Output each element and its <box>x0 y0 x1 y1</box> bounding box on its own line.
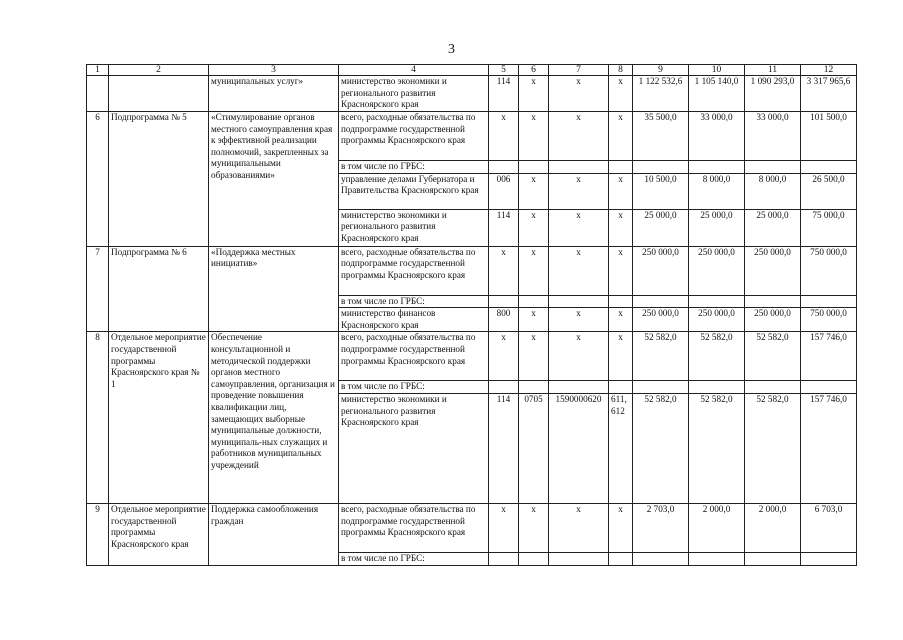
grbs-name: всего, расходные обязательства по подпрограмме государственной программы Красноярского края <box>339 332 489 381</box>
amount-year-2: 2 000,0 <box>689 503 745 552</box>
amount-total: 157 746,0 <box>801 332 857 381</box>
program-name: Подпрограмма № 5 <box>109 112 209 247</box>
amount-total: 75 000,0 <box>801 209 857 246</box>
target-code: x <box>549 308 609 332</box>
table-row <box>87 112 857 161</box>
amount-year-2: 52 582,0 <box>689 332 745 381</box>
program-title: муниципальных услуг» <box>209 76 339 112</box>
amount-year-2: 25 000,0 <box>689 209 745 246</box>
grbs-code: 800 <box>489 308 519 332</box>
amount-total: 6 703,0 <box>801 503 857 552</box>
amount-total: 750 000,0 <box>801 246 857 295</box>
table-row <box>87 503 857 552</box>
grbs-subheading: в том числе по ГРБС: <box>339 161 489 174</box>
expense-type: x <box>609 76 633 112</box>
amount-year-1: 1 122 532,6 <box>633 76 689 112</box>
amount-total: 101 500,0 <box>801 112 857 161</box>
program-name: Подпрограмма № 6 <box>109 246 209 332</box>
grbs-code: x <box>489 246 519 295</box>
column-number: 11 <box>745 65 801 76</box>
grbs-code: x <box>489 332 519 381</box>
expense-type: x <box>609 308 633 332</box>
grbs-name: управление делами Губернатора и Правительства Красноярского края <box>339 173 489 209</box>
section-code: x <box>519 503 549 552</box>
grbs-name: всего, расходные обязательства по подпрограмме государственной программы Красноярского края <box>339 112 489 161</box>
grbs-name: всего, расходные обязательства по подпрограмме государственной программы Красноярского края <box>339 246 489 295</box>
amount-year-1: 35 500,0 <box>633 112 689 161</box>
grbs-subheading: в том числе по ГРБС: <box>339 552 489 565</box>
grbs-name: министерство экономики и регионального развития Красноярского края <box>339 209 489 246</box>
grbs-name: министерство финансов Красноярского края <box>339 308 489 332</box>
page-number: 3 <box>448 42 455 57</box>
target-code: x <box>549 76 609 112</box>
amount-year-3: 52 582,0 <box>745 393 801 503</box>
row-number <box>87 76 109 112</box>
amount-year-3: 250 000,0 <box>745 308 801 332</box>
target-code: x <box>549 503 609 552</box>
program-title: Обеспечение консультационной и методической поддержки органов местного самоуправления, организация и проведение повышения квалификации лиц, замещающих выборные муниципальные должности, муниципаль-ных служащих и работников муниципальных учреждений <box>209 332 339 504</box>
expense-type: x <box>609 209 633 246</box>
column-number: 4 <box>339 65 489 76</box>
table-row <box>87 332 857 381</box>
amount-year-1: 52 582,0 <box>633 332 689 381</box>
program-title: Поддержка самообложения граждан <box>209 503 339 565</box>
amount-year-1: 25 000,0 <box>633 209 689 246</box>
amount-total: 3 317 965,6 <box>801 76 857 112</box>
target-code: x <box>549 209 609 246</box>
amount-year-1: 10 500,0 <box>633 173 689 209</box>
section-code: x <box>519 308 549 332</box>
amount-year-1: 52 582,0 <box>633 393 689 503</box>
column-number: 6 <box>519 65 549 76</box>
amount-year-2: 250 000,0 <box>689 308 745 332</box>
grbs-subheading: в том числе по ГРБС: <box>339 381 489 394</box>
expense-type: x <box>609 246 633 295</box>
grbs-code: x <box>489 112 519 161</box>
column-number: 8 <box>609 65 633 76</box>
column-number: 5 <box>489 65 519 76</box>
expense-type: 611, 612 <box>609 393 633 503</box>
grbs-code: 114 <box>489 209 519 246</box>
amount-year-3: 8 000,0 <box>745 173 801 209</box>
grbs-code: 114 <box>489 76 519 112</box>
grbs-name: министерство экономики и регионального развития Красноярского края <box>339 76 489 112</box>
row-number: 9 <box>87 503 109 565</box>
section-code: x <box>519 76 549 112</box>
expense-type: x <box>609 173 633 209</box>
column-number-row <box>87 65 857 76</box>
amount-year-2: 33 000,0 <box>689 112 745 161</box>
amount-year-3: 33 000,0 <box>745 112 801 161</box>
grbs-name: министерство экономики и регионального развития Красноярского края <box>339 393 489 503</box>
amount-total: 157 746,0 <box>801 393 857 503</box>
column-number: 9 <box>633 65 689 76</box>
section-code: x <box>519 112 549 161</box>
amount-year-3: 52 582,0 <box>745 332 801 381</box>
program-name: Отдельное мероприятие государственной программы Красноярского края <box>109 503 209 565</box>
table-row <box>87 76 857 112</box>
section-code: x <box>519 209 549 246</box>
target-code: x <box>549 173 609 209</box>
amount-year-3: 25 000,0 <box>745 209 801 246</box>
grbs-code: 006 <box>489 173 519 209</box>
amount-year-1: 250 000,0 <box>633 246 689 295</box>
target-code: x <box>549 246 609 295</box>
target-code: x <box>549 332 609 381</box>
column-number: 12 <box>801 65 857 76</box>
section-code: x <box>519 173 549 209</box>
grbs-name: всего, расходные обязательства по подпрограмме государственной программы Красноярского края <box>339 503 489 552</box>
amount-total: 26 500,0 <box>801 173 857 209</box>
column-number: 3 <box>209 65 339 76</box>
target-code: x <box>549 112 609 161</box>
amount-year-1: 250 000,0 <box>633 308 689 332</box>
amount-total: 750 000,0 <box>801 308 857 332</box>
budget-table <box>86 64 857 566</box>
table-row <box>87 246 857 295</box>
row-number: 6 <box>87 112 109 247</box>
grbs-code: 114 <box>489 393 519 503</box>
expense-type: x <box>609 503 633 552</box>
column-number: 1 <box>87 65 109 76</box>
program-title: «Поддержка местных инициатив» <box>209 246 339 332</box>
amount-year-2: 250 000,0 <box>689 246 745 295</box>
amount-year-3: 2 000,0 <box>745 503 801 552</box>
column-number: 10 <box>689 65 745 76</box>
row-number: 7 <box>87 246 109 332</box>
expense-type: x <box>609 112 633 161</box>
amount-year-2: 52 582,0 <box>689 393 745 503</box>
amount-year-2: 1 105 140,0 <box>689 76 745 112</box>
amount-year-2: 8 000,0 <box>689 173 745 209</box>
amount-year-1: 2 703,0 <box>633 503 689 552</box>
row-number: 8 <box>87 332 109 504</box>
program-name <box>109 76 209 112</box>
expense-type: x <box>609 332 633 381</box>
program-title: «Стимулирование органов местного самоуправления края к эффективной реализации полномочий, закрепленных за муниципальными образованиями» <box>209 112 339 247</box>
amount-year-3: 1 090 293,0 <box>745 76 801 112</box>
column-number: 2 <box>109 65 209 76</box>
grbs-code: x <box>489 503 519 552</box>
program-name: Отдельное мероприятие государственной программы Красноярского края № 1 <box>109 332 209 504</box>
grbs-subheading: в том числе по ГРБС: <box>339 295 489 308</box>
section-code: x <box>519 246 549 295</box>
section-code: 0705 <box>519 393 549 503</box>
target-code: 1590000620 <box>549 393 609 503</box>
column-number: 7 <box>549 65 609 76</box>
amount-year-3: 250 000,0 <box>745 246 801 295</box>
section-code: x <box>519 332 549 381</box>
